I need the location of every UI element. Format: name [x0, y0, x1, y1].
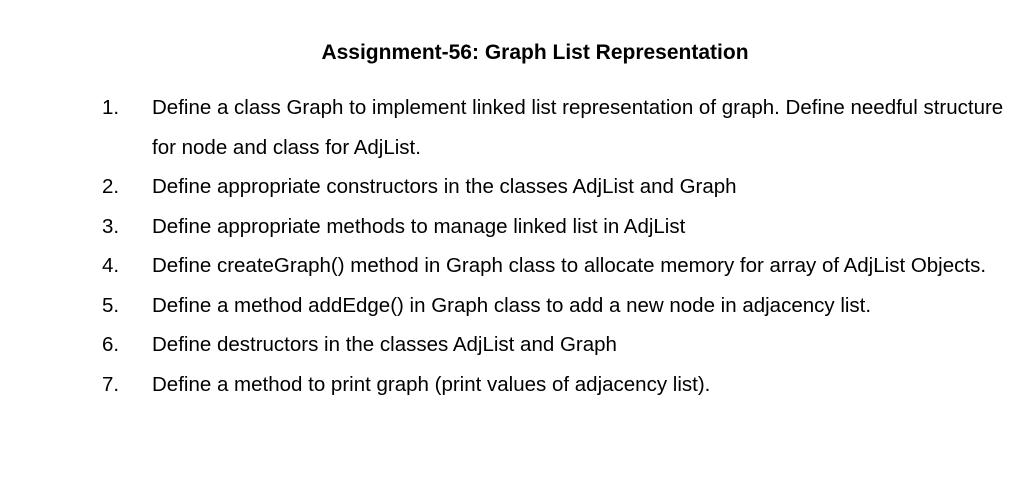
list-item: [0, 246, 1033, 286]
item-text: Define a method to print graph (print values of adjacency list).: [152, 372, 711, 396]
assignment-title: Assignment-56: Graph List Representation: [321, 41, 749, 64]
item-text: Define a class Graph to implement linked list representation of graph. Define needful structure for node and class for AdjList.: [152, 96, 1004, 159]
item-text: Define a method addEdge() in Graph class to add a new node in adjacency list.: [152, 293, 872, 317]
item-number: 6.: [102, 333, 120, 356]
list-item: [0, 167, 1033, 207]
item-number: 2.: [102, 175, 120, 198]
item-text: Define appropriate constructors in the classes AdjList and Graph: [152, 175, 737, 198]
item-number: 1.: [102, 96, 120, 119]
item-text: Define appropriate methods to manage linked list in AdjList: [152, 214, 686, 238]
list-item: [0, 286, 1033, 326]
item-number: 7.: [102, 372, 120, 396]
item-number: 5.: [102, 293, 120, 317]
list-item: [0, 365, 1033, 405]
item-number: 4.: [102, 254, 120, 277]
item-number: 3.: [102, 214, 120, 238]
list-item: [0, 325, 1033, 365]
list-item: [0, 88, 1033, 167]
item-text: Define destructors in the classes AdjList and Graph: [152, 333, 617, 356]
assignment-list: [0, 88, 1033, 404]
item-text: Define createGraph() method in Graph class to allocate memory for array of AdjList Objects.: [152, 254, 987, 277]
list-item: [0, 207, 1033, 247]
